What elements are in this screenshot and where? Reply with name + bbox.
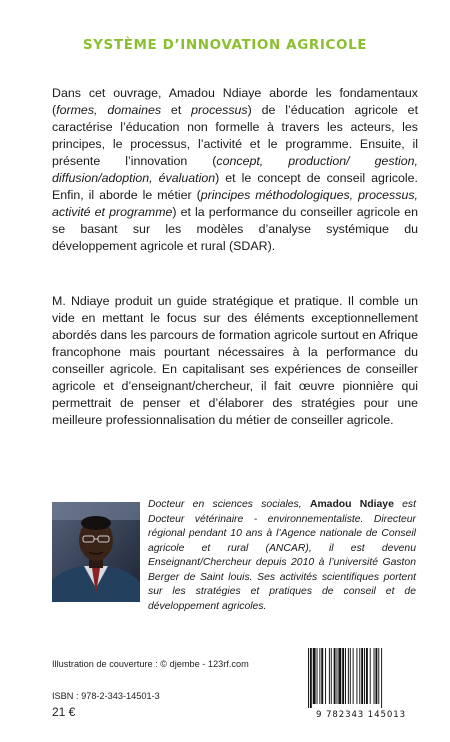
barcode-bar [319, 648, 320, 704]
blurb-text: ) et la performance du conseiller agricole en se basant sur les modèles d’analyse systémique du développement agricole et rural (SDAR). [52, 205, 418, 253]
barcode-bar [317, 648, 318, 704]
barcode-digits: 9 782343 145013 [315, 710, 407, 720]
bio-intro: Docteur en sciences sociales, [148, 499, 310, 510]
barcode-bar [337, 648, 338, 704]
barcode-bar [325, 648, 326, 704]
blurb-paragraph-1 [52, 85, 418, 255]
barcode-bar [361, 648, 363, 704]
barcode-bar [342, 648, 344, 704]
author-photo [52, 502, 140, 602]
blurb-italic-term: concept, production/ gestion, diffusion/adoption, évaluation [52, 154, 418, 185]
barcode-bar [329, 648, 330, 704]
blurb-italic-term: processus [191, 103, 248, 117]
barcode-bar [374, 648, 375, 704]
barcode-bar [356, 648, 357, 704]
barcode-bar [350, 648, 351, 704]
author-name: Amadou Ndiaye [309, 499, 394, 510]
blurb-text: Dans cet ouvrage, Amadou Ndiaye aborde les fondamentaux ( [52, 86, 418, 117]
barcode-bar [321, 648, 323, 704]
barcode-bar [359, 648, 360, 704]
barcode-bar [348, 648, 349, 704]
blurb-text: ) et le concept de conseil agricole. Enfin, il aborde le métier ( [52, 171, 419, 202]
barcode-bar [381, 648, 382, 708]
book-series-title: SYSTÈME D’INNOVATION AGRICOLE [82, 37, 368, 53]
blurb-text: ) de l’éducation agricole et caractérise l’éducation non formelle à travers les acteurs, les principes, le processus, l’activité et le programme. Ensuite, il présente l’innovation ( [52, 103, 419, 168]
barcode-bar [353, 648, 354, 704]
barcode-bar [334, 648, 336, 704]
price: 21 € [52, 705, 76, 719]
blurb-text: et [161, 103, 192, 117]
barcode-bar [310, 648, 312, 708]
barcode-bar [375, 648, 377, 704]
barcode [306, 648, 416, 712]
barcode-bar [364, 648, 365, 704]
barcode-bar [378, 648, 379, 704]
barcode-bar [370, 648, 371, 704]
blurb-paragraph-2: M. Ndiaye produit un guide stratégique et pratique. Il comble un vide en mettant le focus sur des éléments exceptionnellement abordés dans les parcours de formation agricole surtout en Afrique francophone mais pourtant nécessaires à la performance du conseiller agricole. En capitalisant ses expériences de conseiller agricole et d’enseignant/chercheur, il fait œuvre pionnière qui permettrait de penser et d’élaborer des stratégies pour une meilleure professionnalisation du métier de conseiller agricole. [52, 294, 418, 427]
blurb-italic-term: formes, domaines [56, 103, 162, 117]
barcode-bar [331, 648, 332, 704]
barcode-bar [366, 648, 368, 704]
isbn: ISBN : 978-2-343-14501-3 [52, 691, 160, 701]
cover-credit: Illustration de couverture : © djembe - 123rf.com [52, 659, 249, 669]
barcode-bar [345, 648, 346, 704]
barcode-bar [338, 648, 341, 704]
barcode-bar [308, 648, 309, 708]
bio-text: est Docteur vétérinaire - environnementaliste. Directeur régional pendant 10 ans à l’Agence nationale de Conseil agricole et rural (ANCAR), il est devenu Enseignant/Chercheur depuis 2010 à l’université Gaston Berger de Saint louis. Ses activités scientifiques portent sur les stratégies et pratiques de conseil et de développement agricoles. [148, 499, 417, 612]
barcode-bar [313, 648, 316, 704]
blurb-italic-term: principes méthodologiques, processus, activité et programme [52, 188, 418, 219]
author-bio [148, 498, 416, 614]
